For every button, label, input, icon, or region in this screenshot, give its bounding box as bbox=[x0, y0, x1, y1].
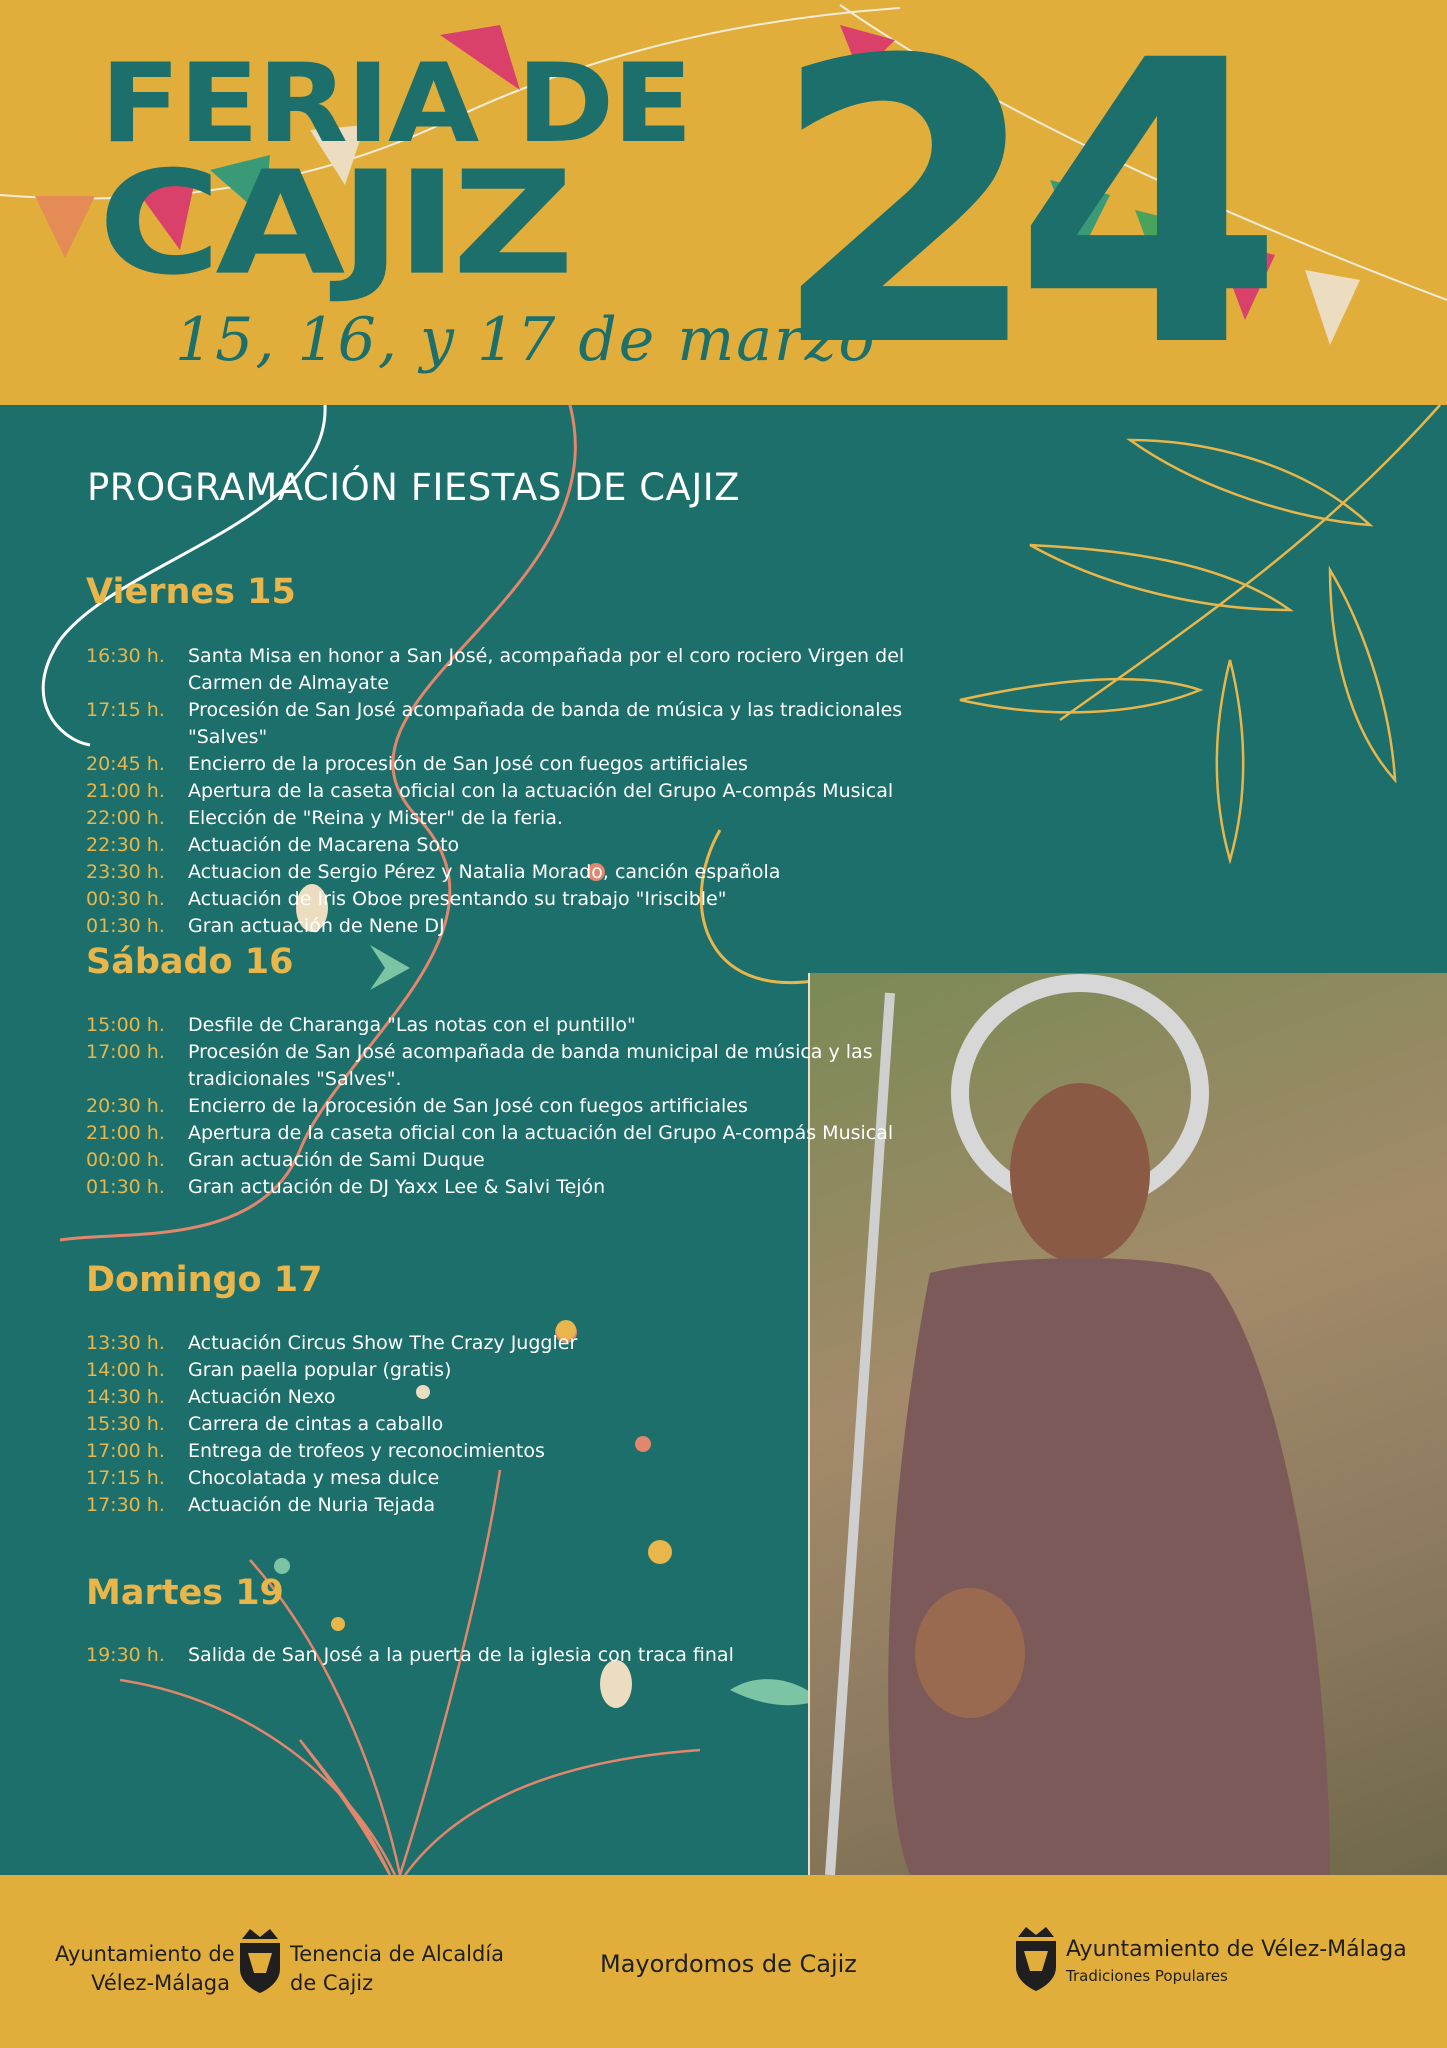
event-time: 15:00 h. bbox=[86, 1014, 165, 1036]
event-item bbox=[86, 832, 968, 859]
event-description: Apertura de la caseta oficial con la actuación del Grupo A-compás Musical bbox=[188, 1122, 894, 1144]
event-description: Encierro de la procesión de San José con fuegos artificiales bbox=[188, 1095, 748, 1117]
event-time: 14:30 h. bbox=[86, 1386, 165, 1408]
event-time: 21:00 h. bbox=[86, 780, 165, 802]
event-item bbox=[86, 913, 968, 940]
event-time: 17:00 h. bbox=[86, 1041, 165, 1063]
org2-line1: Tenencia de Alcaldía bbox=[290, 1942, 505, 1966]
event-time: 16:30 h. bbox=[86, 645, 165, 667]
event-description: Actuación de Macarena Soto bbox=[188, 834, 460, 856]
org-tenencia bbox=[290, 1940, 504, 1998]
org-ayuntamiento bbox=[55, 1940, 235, 1998]
event-time: 13:30 h. bbox=[86, 1332, 165, 1354]
event-item bbox=[86, 1120, 968, 1147]
event-item bbox=[86, 1384, 968, 1411]
event-description: Procesión de San José acompañada de banda municipal de música y las tradicionales "Salves". bbox=[188, 1041, 873, 1090]
event-time: 00:30 h. bbox=[86, 888, 165, 910]
event-description: Actuacion de Sergio Pérez y Natalia Morado, canción española bbox=[188, 861, 781, 883]
org1-line1: Ayuntamiento de bbox=[55, 1942, 235, 1966]
org2-line2: de Cajiz bbox=[290, 1971, 374, 1995]
events-viernes bbox=[86, 643, 968, 940]
org-ayuntamiento-vm: Ayuntamiento de Vélez-Málaga bbox=[1066, 1937, 1407, 1962]
event-item bbox=[86, 1093, 968, 1120]
org1-line2: Vélez-Málaga bbox=[91, 1971, 230, 1995]
event-item bbox=[86, 859, 968, 886]
event-item bbox=[86, 1039, 968, 1093]
event-time: 20:30 h. bbox=[86, 1095, 165, 1117]
event-item bbox=[86, 778, 968, 805]
day-title-viernes: Viernes 15 bbox=[86, 572, 296, 612]
event-item bbox=[86, 1147, 968, 1174]
title-line-1: FERIA DE bbox=[100, 40, 691, 167]
event-time: 01:30 h. bbox=[86, 1176, 165, 1198]
event-item bbox=[86, 1465, 968, 1492]
event-item bbox=[86, 697, 968, 751]
event-item bbox=[86, 805, 968, 832]
event-description: Santa Misa en honor a San José, acompañada por el coro rociero Virgen del Carmen de Almayate bbox=[188, 645, 905, 694]
event-time: 01:30 h. bbox=[86, 915, 165, 937]
event-time: 14:00 h. bbox=[86, 1359, 165, 1381]
events-martes bbox=[86, 1642, 968, 1669]
event-item bbox=[86, 886, 968, 913]
event-description: Gran actuación de Nene DJ bbox=[188, 915, 445, 937]
event-dates: 15, 16, y 17 de marzo bbox=[175, 305, 877, 375]
event-description: Gran actuación de DJ Yaxx Lee & Salvi Tejón bbox=[188, 1176, 606, 1198]
program-title: PROGRAMACIÓN FIESTAS DE CAJIZ bbox=[87, 466, 741, 509]
event-time: 21:00 h. bbox=[86, 1122, 165, 1144]
title-line-2: CAJIZ bbox=[98, 140, 569, 307]
event-description: Procesión de San José acompañada de banda de música y las tradicionales "Salves" bbox=[188, 699, 903, 748]
day-title-sabado: Sábado 16 bbox=[86, 942, 294, 982]
coat-of-arms-icon bbox=[236, 1927, 284, 1995]
event-item bbox=[86, 1174, 968, 1201]
event-item bbox=[86, 751, 968, 778]
event-description: Elección de "Reina y Mister" de la feria. bbox=[188, 807, 563, 829]
events-sabado bbox=[86, 1012, 968, 1201]
event-item bbox=[86, 1012, 968, 1039]
event-time: 22:30 h. bbox=[86, 834, 165, 856]
event-time: 22:00 h. bbox=[86, 807, 165, 829]
event-time: 17:15 h. bbox=[86, 1467, 165, 1489]
event-description: Entrega de trofeos y reconocimientos bbox=[188, 1440, 545, 1462]
event-description: Gran paella popular (gratis) bbox=[188, 1359, 452, 1381]
event-item bbox=[86, 643, 968, 697]
org-mayordomos: Mayordomos de Cajiz bbox=[600, 1950, 857, 1978]
leaf-branch-icon bbox=[960, 405, 1440, 860]
year-number: 24 bbox=[770, 0, 1257, 405]
event-description: Desfile de Charanga "Las notas con el puntillo" bbox=[188, 1014, 636, 1036]
event-description: Gran actuación de Sami Duque bbox=[188, 1149, 485, 1171]
event-description: Chocolatada y mesa dulce bbox=[188, 1467, 440, 1489]
day-title-domingo: Domingo 17 bbox=[86, 1260, 323, 1300]
event-item bbox=[86, 1438, 968, 1465]
event-description: Encierro de la procesión de San José con fuegos artificiales bbox=[188, 753, 748, 775]
event-time: 23:30 h. bbox=[86, 861, 165, 883]
day-title-martes: Martes 19 bbox=[86, 1573, 284, 1613]
event-description: Actuación de Nuria Tejada bbox=[188, 1494, 436, 1516]
event-time: 00:00 h. bbox=[86, 1149, 165, 1171]
event-time: 15:30 h. bbox=[86, 1413, 165, 1435]
event-time: 20:45 h. bbox=[86, 753, 165, 775]
event-item bbox=[86, 1492, 968, 1519]
event-time: 17:30 h. bbox=[86, 1494, 165, 1516]
events-domingo bbox=[86, 1330, 968, 1519]
event-description: Actuación Nexo bbox=[188, 1386, 336, 1408]
event-description: Actuación Circus Show The Crazy Juggler bbox=[188, 1332, 578, 1354]
event-item bbox=[86, 1330, 968, 1357]
event-description: Salida de San José a la puerta de la iglesia con traca final bbox=[188, 1644, 734, 1666]
footer-sponsors bbox=[0, 1875, 1447, 2048]
event-time: 17:15 h. bbox=[86, 699, 165, 721]
event-description: Apertura de la caseta oficial con la actuación del Grupo A-compás Musical bbox=[188, 780, 894, 802]
event-time: 19:30 h. bbox=[86, 1644, 165, 1666]
event-description: Actuación de Iris Oboe presentando su trabajo "Iriscible" bbox=[188, 888, 727, 910]
event-item bbox=[86, 1642, 968, 1669]
event-item bbox=[86, 1357, 968, 1384]
coat-of-arms-icon bbox=[1012, 1925, 1060, 1993]
event-description: Carrera de cintas a caballo bbox=[188, 1413, 444, 1435]
org-tradiciones: Tradiciones Populares bbox=[1066, 1967, 1228, 1985]
event-item bbox=[86, 1411, 968, 1438]
event-time: 17:00 h. bbox=[86, 1440, 165, 1462]
